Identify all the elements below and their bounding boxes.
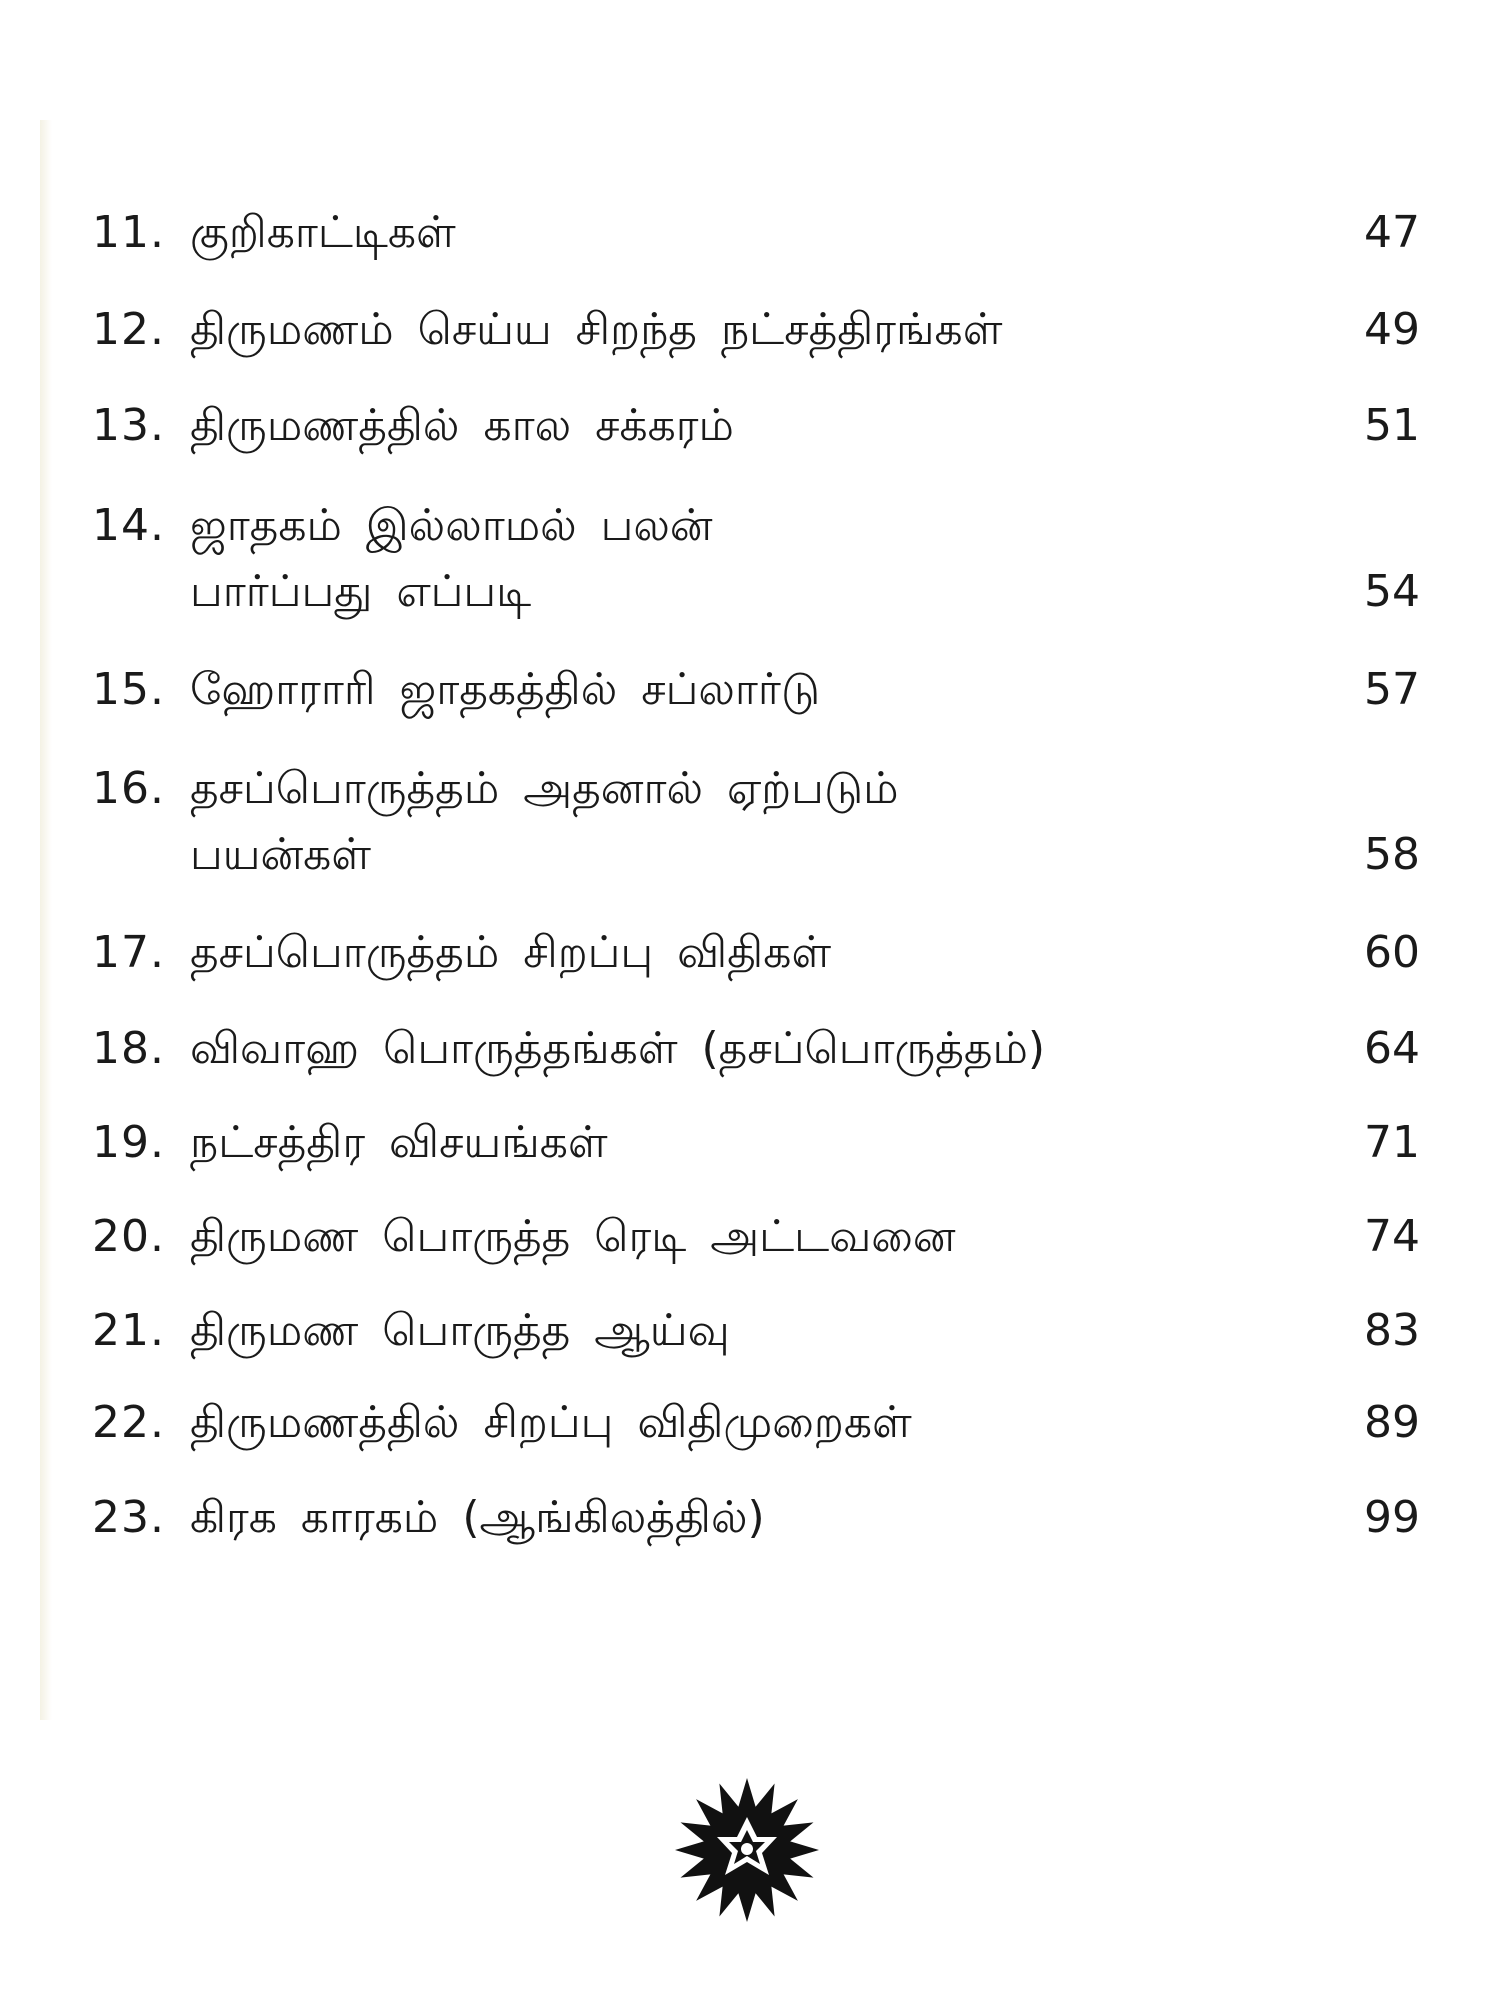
entry-number: 15. (92, 664, 165, 715)
entry-page-number: 57 (1364, 664, 1420, 715)
entry-title: திருமணத்தில் கால சக்கரம் (190, 400, 734, 451)
entry-title: தசப்பொருத்தம் சிறப்பு விதிகள் (190, 927, 832, 978)
entry-number: 18. (92, 1023, 165, 1074)
entry-number: 22. (92, 1397, 165, 1448)
entry-title: கிரக காரகம் (ஆங்கிலத்தில்) (190, 1492, 765, 1543)
entry-title: தசப்பொருத்தம் அதனால் ஏற்படும் பயன்கள் (190, 763, 899, 880)
entry-number: 16. (92, 763, 165, 814)
entry-title: திருமண பொருத்த ரெடி அட்டவனை (190, 1211, 956, 1262)
entry-title: ஜாதகம் இல்லாமல் பலன் பார்ப்பது எப்படி (190, 500, 713, 617)
entry-number: 21. (92, 1305, 165, 1356)
entry-page-number: 89 (1364, 1397, 1420, 1448)
entry-page-number: 51 (1364, 400, 1420, 451)
entry-number: 17. (92, 927, 165, 978)
entry-number: 11. (92, 207, 165, 258)
entry-page-number: 83 (1364, 1305, 1420, 1356)
star-burst-icon (672, 1775, 822, 1925)
entry-page-number: 64 (1364, 1023, 1420, 1074)
entry-number: 12. (92, 304, 165, 355)
entry-number: 19. (92, 1117, 165, 1168)
entry-title: திருமண பொருத்த ஆய்வு (190, 1305, 730, 1356)
entry-page-number: 71 (1364, 1117, 1420, 1168)
entry-title: ஹோராரி ஜாதகத்தில் சப்லார்டு (190, 664, 821, 715)
entry-page-number: 74 (1364, 1211, 1420, 1262)
entry-page-number: 99 (1364, 1492, 1420, 1543)
entry-title: விவாஹ பொருத்தங்கள் (தசப்பொருத்தம்) (190, 1023, 1046, 1074)
entry-page-number: 47 (1364, 207, 1420, 258)
entry-page-number: 60 (1364, 927, 1420, 978)
entry-title: திருமணத்தில் சிறப்பு விதிமுறைகள் (190, 1397, 912, 1448)
entry-page-number: 49 (1364, 304, 1420, 355)
entry-title: நட்சத்திர விசயங்கள் (190, 1117, 608, 1168)
entry-page-number: 54 (1364, 566, 1420, 617)
entry-number: 20. (92, 1211, 165, 1262)
entry-title: குறிகாட்டிகள் (190, 207, 456, 258)
entry-number: 23. (92, 1492, 165, 1543)
page-edge-shade (40, 120, 52, 1720)
entry-title: திருமணம் செய்ய சிறந்த நட்சத்திரங்கள் (190, 304, 1003, 355)
entry-number: 14. (92, 500, 165, 551)
entry-number: 13. (92, 400, 165, 451)
entry-page-number: 58 (1364, 829, 1420, 880)
